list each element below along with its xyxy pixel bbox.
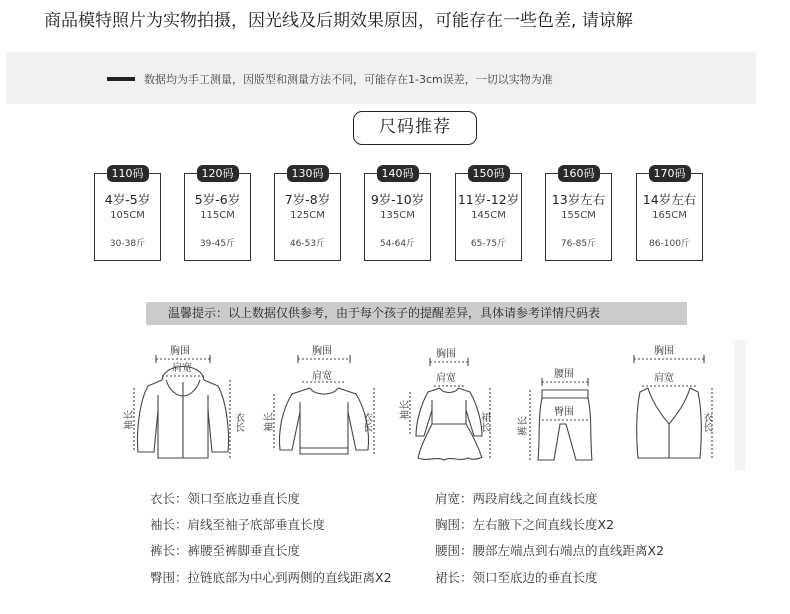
size-age: 4岁-5岁 [104, 192, 151, 207]
size-weight: 39-45斤 [199, 239, 236, 249]
size-height: 145CM [471, 210, 506, 221]
measurement-note: 数据均为手工测量，因版型和测量方法不同，可能存在1-3cm误差，一切以实物为准 [144, 73, 553, 86]
size-weight: 30-38斤 [109, 239, 146, 249]
decorative-shade [735, 340, 745, 470]
length-label: 衣长 [232, 412, 244, 432]
definition-item [435, 489, 598, 507]
size-age: 5岁-6岁 [194, 192, 241, 207]
measurement-note-band [6, 52, 756, 104]
vest-diagram [620, 340, 725, 470]
size-tag: 170码 [649, 165, 691, 182]
definition-term: 裤长： [150, 543, 188, 558]
definition-term: 臀围： [150, 570, 188, 585]
size-card-150 [455, 167, 522, 261]
sleeve-label: 袖长 [400, 400, 411, 420]
definition-desc: 两段肩线之间直线长度 [472, 491, 598, 506]
dash-icon [107, 77, 135, 81]
size-height: 155CM [561, 210, 596, 221]
hip-label: 臀围 [554, 407, 574, 418]
size-weight: 46-53斤 [289, 239, 326, 249]
dress-diagram [396, 340, 506, 470]
size-age: 13岁左右 [551, 192, 606, 207]
waist-label: 腰围 [554, 369, 574, 380]
definition-term: 衣长： [150, 491, 188, 506]
size-tag: 140码 [377, 165, 419, 182]
definition-term: 胸围： [435, 517, 473, 532]
definition-term: 裙长： [435, 570, 473, 585]
pants-diagram [512, 340, 617, 470]
size-recommendation-title: 尺码推荐 [353, 111, 477, 145]
definition-item [435, 541, 664, 559]
size-card-140 [364, 167, 431, 261]
size-weight: 76-85斤 [560, 239, 597, 249]
definition-item [150, 515, 325, 533]
size-age: 14岁左右 [642, 192, 697, 207]
size-weight: 86-100斤 [649, 239, 690, 249]
size-card-120 [184, 167, 251, 261]
shoulder-label: 肩宽 [172, 363, 192, 374]
chest-label: 胸围 [436, 349, 456, 360]
definition-desc: 领口至底边垂直长度 [187, 491, 301, 506]
size-weight: 65-75斤 [470, 239, 507, 249]
size-tag: 110码 [107, 165, 149, 182]
definition-desc: 领口至底边的垂直长度 [472, 570, 598, 585]
color-difference-notice: 商品模特照片为实物拍摄，因光线及后期效果原因，可能存在一些色差, 请谅解 [44, 11, 633, 31]
size-card-110 [94, 167, 161, 261]
size-age: 9岁-10岁 [370, 192, 425, 207]
size-card-160 [545, 167, 612, 261]
sleeve-label: 袖长 [124, 410, 135, 430]
size-height: 135CM [380, 210, 415, 221]
sleeve-label: 袖长 [264, 412, 275, 432]
definition-item [150, 489, 300, 507]
length-label: 衣长 [360, 412, 372, 432]
definition-desc: 拉链底部为中心到两侧的直线距离X2 [187, 570, 392, 585]
jacket-diagram [118, 340, 253, 470]
size-height: 105CM [110, 210, 145, 221]
pants-length-label: 裤长 [518, 416, 529, 436]
shoulder-label: 肩宽 [436, 373, 456, 384]
size-height: 115CM [200, 210, 235, 221]
size-tag: 150码 [468, 165, 510, 182]
size-age: 11岁-12岁 [457, 192, 520, 207]
tip-bar: 温馨提示：以上数据仅供参考，由于每个孩子的提醒差异，具体请参考详情尺码表 [146, 302, 687, 325]
definition-desc: 肩线至袖子底部垂直长度 [187, 517, 326, 532]
size-card-130 [274, 167, 341, 261]
size-tag: 130码 [287, 165, 329, 182]
definition-term: 腰围： [435, 543, 473, 558]
definition-desc: 裤腰至裤脚垂直长度 [187, 543, 301, 558]
size-tag: 160码 [558, 165, 600, 182]
shoulder-label: 肩宽 [312, 371, 332, 382]
size-tag: 120码 [197, 165, 239, 182]
skirt-label: 裙长 [478, 412, 490, 432]
size-height: 165CM [652, 210, 687, 221]
definition-desc: 左右腋下之间直线长度X2 [472, 517, 615, 532]
length-label: 衣长 [700, 412, 712, 432]
definition-item [435, 568, 598, 586]
definition-desc: 腰部左端点到右端点的直线距离X2 [472, 543, 665, 558]
chest-label: 胸围 [312, 346, 332, 357]
size-age: 7岁-8岁 [284, 192, 331, 207]
size-weight: 54-64斤 [379, 239, 416, 249]
size-card-170 [636, 167, 703, 261]
definition-item [150, 541, 300, 559]
chest-label: 胸围 [170, 346, 190, 357]
definition-term: 袖长： [150, 517, 188, 532]
shoulder-label: 肩宽 [654, 373, 674, 384]
definition-item [150, 568, 392, 586]
definition-term: 肩宽： [435, 491, 473, 506]
definition-item [435, 515, 614, 533]
sweater-diagram [262, 340, 387, 470]
size-height: 125CM [290, 210, 325, 221]
chest-label: 胸围 [654, 346, 674, 357]
